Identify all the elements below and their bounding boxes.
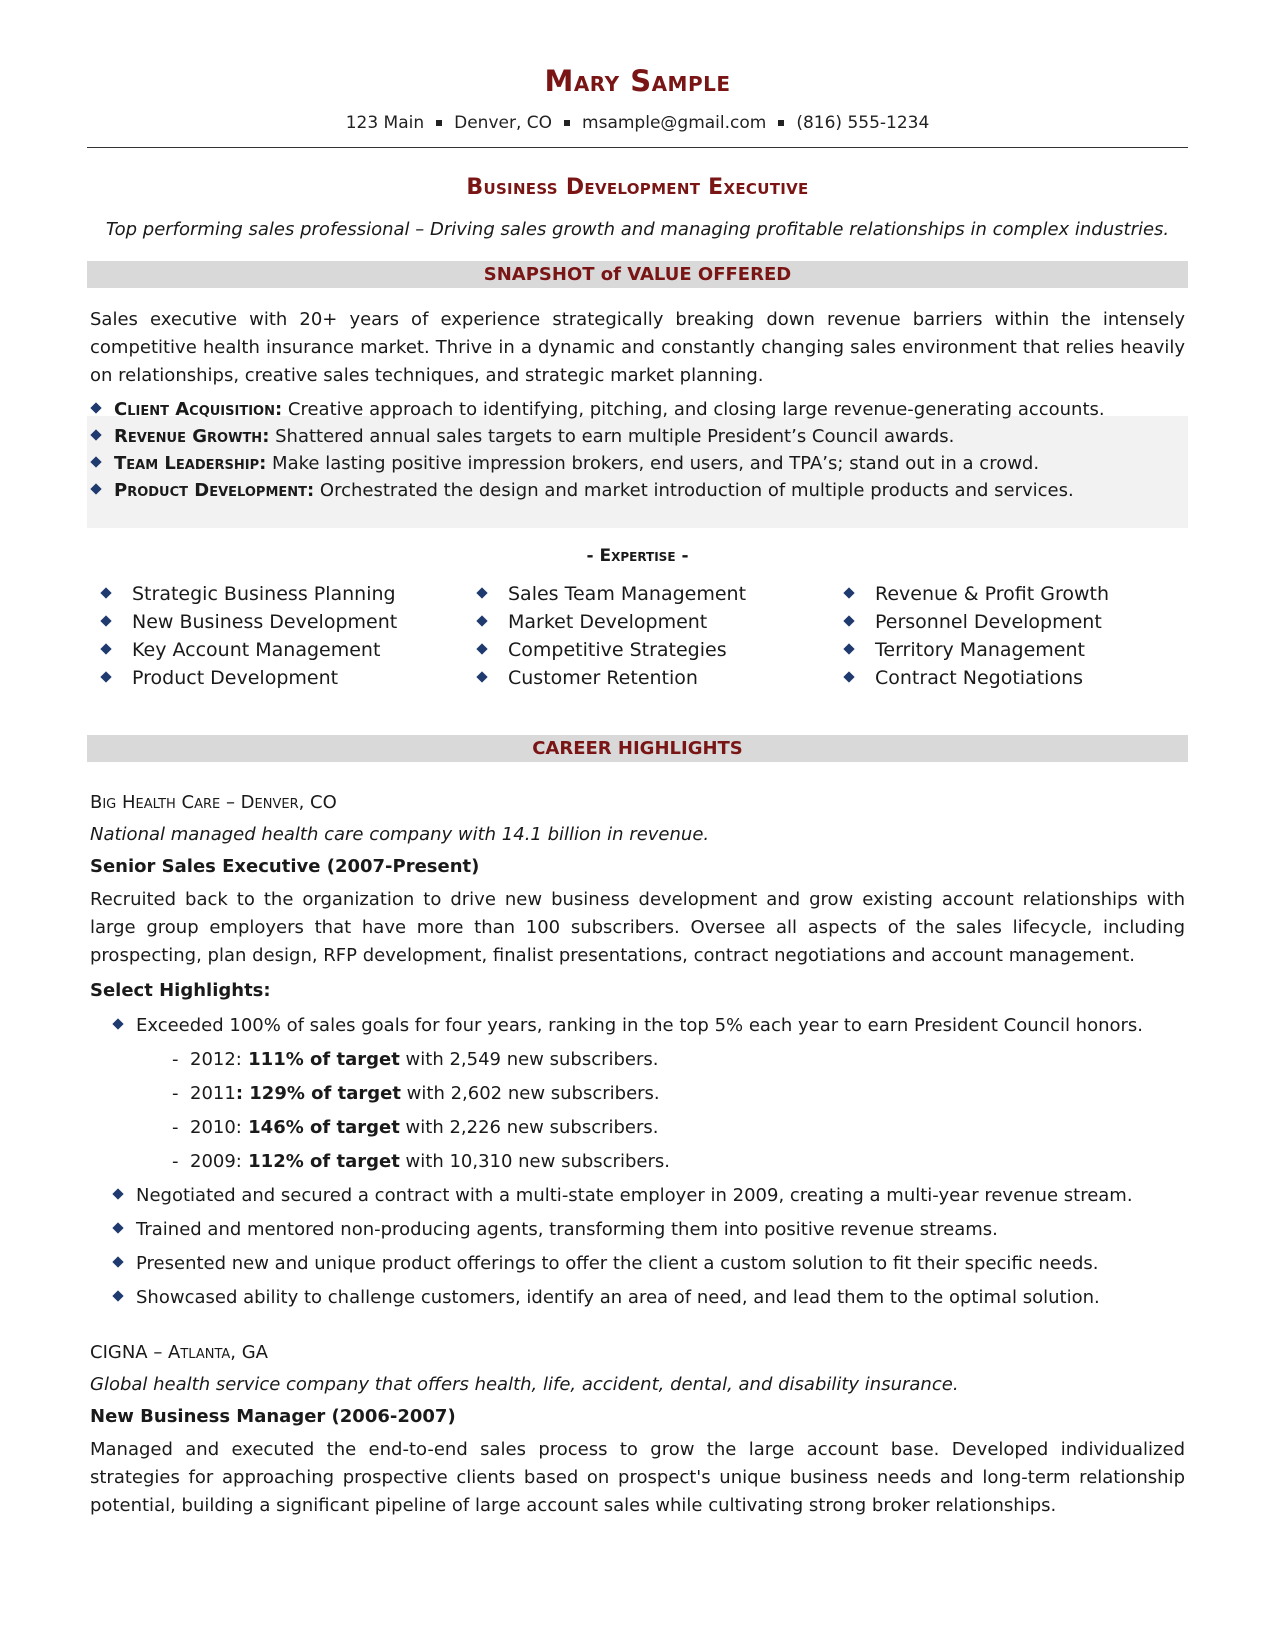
value-bullet xyxy=(92,423,954,451)
sub-year: 2012: xyxy=(190,1049,242,1070)
sub-percent: 111% of target xyxy=(241,1049,400,1070)
expertise-column-2 xyxy=(478,580,746,692)
expertise-item: Key Account Management xyxy=(102,636,397,664)
job1-highlight: Negotiated and secured a contract with a multi-state employer in 2009, creating a multi-year revenue stream. xyxy=(114,1182,1133,1210)
diamond-bullet-icon xyxy=(476,643,487,654)
value-bullet-text: Shattered annual sales targets to earn multiple President’s Council awards. xyxy=(269,426,955,447)
expertise-item: Personnel Development xyxy=(845,608,1109,636)
expertise-item: Market Development xyxy=(478,608,746,636)
expertise-item: Strategic Business Planning xyxy=(102,580,397,608)
value-bullet xyxy=(92,396,1105,424)
job2-role: New Business Manager (2006-2007) xyxy=(90,1406,456,1427)
job2-company: CIGNA – Atlanta, GA xyxy=(90,1342,268,1363)
expertise-item: Customer Retention xyxy=(478,664,746,692)
job1-highlight: Presented new and unique product offerings to offer the client a custom solution to fit their specific needs. xyxy=(114,1250,1098,1278)
value-bullet-text: Orchestrated the design and market introduction of multiple products and services. xyxy=(314,480,1074,501)
expertise-item: Territory Management xyxy=(845,636,1109,664)
expertise-column-1 xyxy=(102,580,397,692)
value-bullet-text: Make lasting positive impression brokers, end users, and TPA’s; stand out in a crowd. xyxy=(266,453,1040,474)
job1-company: Big Health Care – Denver, CO xyxy=(90,792,337,813)
contact-city: Denver, CO xyxy=(454,113,553,133)
diamond-bullet-icon xyxy=(843,643,854,654)
sub-rest: with 2,226 new subscribers. xyxy=(399,1117,659,1138)
value-bullet xyxy=(92,450,1039,478)
diamond-bullet-icon xyxy=(112,1256,123,1267)
diamond-bullet-icon xyxy=(112,1222,123,1233)
contact-address: 123 Main xyxy=(345,113,425,133)
sub-rest: with 10,310 new subscribers. xyxy=(399,1151,670,1172)
diamond-bullet-icon xyxy=(843,587,854,598)
diamond-bullet-icon xyxy=(476,671,487,682)
header-divider xyxy=(87,147,1188,148)
diamond-bullet-icon xyxy=(100,643,111,654)
diamond-bullet-icon xyxy=(112,1290,123,1301)
diamond-bullet-icon xyxy=(476,615,487,626)
snapshot-summary: Sales executive with 20+ years of experience strategically breaking down revenue barriers within the intensely competitive health insurance market. Thrive in a dynamic and constantly changing sales environment that relies heavily on relationships, creative sales techniques, and strategic market planning. xyxy=(90,309,1185,386)
diamond-bullet-icon xyxy=(90,456,101,467)
contact-email[interactable]: msample@gmail.com xyxy=(582,113,767,133)
job2-summary: Managed and executed the end-to-end sales process to grow the large account base. Developed individualized strategies for approaching prospective clients based on prospect's unique business needs and long-term relationship potential, building a significant pipeline of large account sales while cultivating strong broker relationships. xyxy=(90,1439,1185,1516)
sub-percent: : 129% of target xyxy=(235,1083,401,1104)
job1-role: Senior Sales Executive (2007-Present) xyxy=(90,856,480,877)
job2-description: Global health service company that offers health, life, accident, dental, and disability insurance. xyxy=(90,1374,959,1395)
sub-rest: with 2,602 new subscribers. xyxy=(400,1083,660,1104)
separator-square-icon xyxy=(564,120,570,126)
diamond-bullet-icon xyxy=(90,402,101,413)
job1-select-highlights-label: Select Highlights: xyxy=(90,980,271,1001)
job1-sub-highlight: - 2010: 146% of target with 2,226 new subscribers. xyxy=(172,1117,659,1138)
job1-sub-highlight: - 2012: 111% of target with 2,549 new subscribers. xyxy=(172,1049,659,1070)
expertise-heading: - Expertise - xyxy=(586,546,689,566)
diamond-bullet-icon xyxy=(100,587,111,598)
sub-percent: 112% of target xyxy=(241,1151,400,1172)
tagline: Top performing sales professional – Driving sales growth and managing profitable relationships in complex industries. xyxy=(105,219,1170,240)
expertise-item: New Business Development xyxy=(102,608,397,636)
sub-percent: 146% of target xyxy=(241,1117,400,1138)
expertise-item: Revenue & Profit Growth xyxy=(845,580,1109,608)
contact-phone: (816) 555-1234 xyxy=(796,113,930,133)
sub-year: 2011 xyxy=(190,1083,236,1104)
diamond-bullet-icon xyxy=(112,1188,123,1199)
value-bullet-label: Product Development: xyxy=(114,480,315,501)
sub-year: 2009: xyxy=(190,1151,242,1172)
diamond-bullet-icon xyxy=(90,483,101,494)
diamond-bullet-icon xyxy=(476,587,487,598)
diamond-bullet-icon xyxy=(100,615,111,626)
value-bullet-label: Revenue Growth: xyxy=(114,426,270,447)
job1-description: National managed health care company with 14.1 billion in revenue. xyxy=(90,824,710,845)
diamond-bullet-icon xyxy=(100,671,111,682)
value-bullet-label: Client Acquisition: xyxy=(114,399,283,420)
job1-highlight: Trained and mentored non-producing agents, transforming them into positive revenue streams. xyxy=(114,1216,998,1244)
separator-square-icon xyxy=(778,120,784,126)
job1-highlight: Exceeded 100% of sales goals for four years, ranking in the top 5% each year to earn President Council honors. xyxy=(114,1012,1143,1040)
diamond-bullet-icon xyxy=(843,615,854,626)
snapshot-heading: SNAPSHOT of VALUE OFFERED xyxy=(87,261,1188,288)
value-bullet-label: Team Leadership: xyxy=(114,453,267,474)
value-bullet-text: Creative approach to identifying, pitching, and closing large revenue-generating accounts. xyxy=(282,399,1105,420)
diamond-bullet-icon xyxy=(90,429,101,440)
expertise-item: Contract Negotiations xyxy=(845,664,1109,692)
separator-square-icon xyxy=(436,120,442,126)
job1-highlight: Showcased ability to challenge customers, identify an area of need, and lead them to the optimal solution. xyxy=(114,1284,1100,1312)
contact-line xyxy=(0,113,1275,133)
career-heading: CAREER HIGHLIGHTS xyxy=(87,735,1188,762)
expertise-item: Product Development xyxy=(102,664,397,692)
expertise-item: Sales Team Management xyxy=(478,580,746,608)
job-title: Business Development Executive xyxy=(466,175,809,200)
candidate-name: Mary Sample xyxy=(544,64,731,98)
job1-sub-highlight: - 2011: 129% of target with 2,602 new subscribers. xyxy=(172,1083,660,1104)
job1-summary: Recruited back to the organization to drive new business development and grow existing account relationships with large group employers that have more than 100 subscribers. Oversee all aspects of the sales lifecycle, including prospecting, plan design, RFP development, finalist presentations, contract negotiations and account management. xyxy=(90,889,1185,966)
value-bullet xyxy=(92,477,1074,505)
sub-rest: with 2,549 new subscribers. xyxy=(399,1049,659,1070)
expertise-item: Competitive Strategies xyxy=(478,636,746,664)
sub-year: 2010: xyxy=(190,1117,242,1138)
job1-sub-highlight: - 2009: 112% of target with 10,310 new subscribers. xyxy=(172,1151,670,1172)
diamond-bullet-icon xyxy=(112,1018,123,1029)
expertise-column-3 xyxy=(845,580,1109,692)
diamond-bullet-icon xyxy=(843,671,854,682)
